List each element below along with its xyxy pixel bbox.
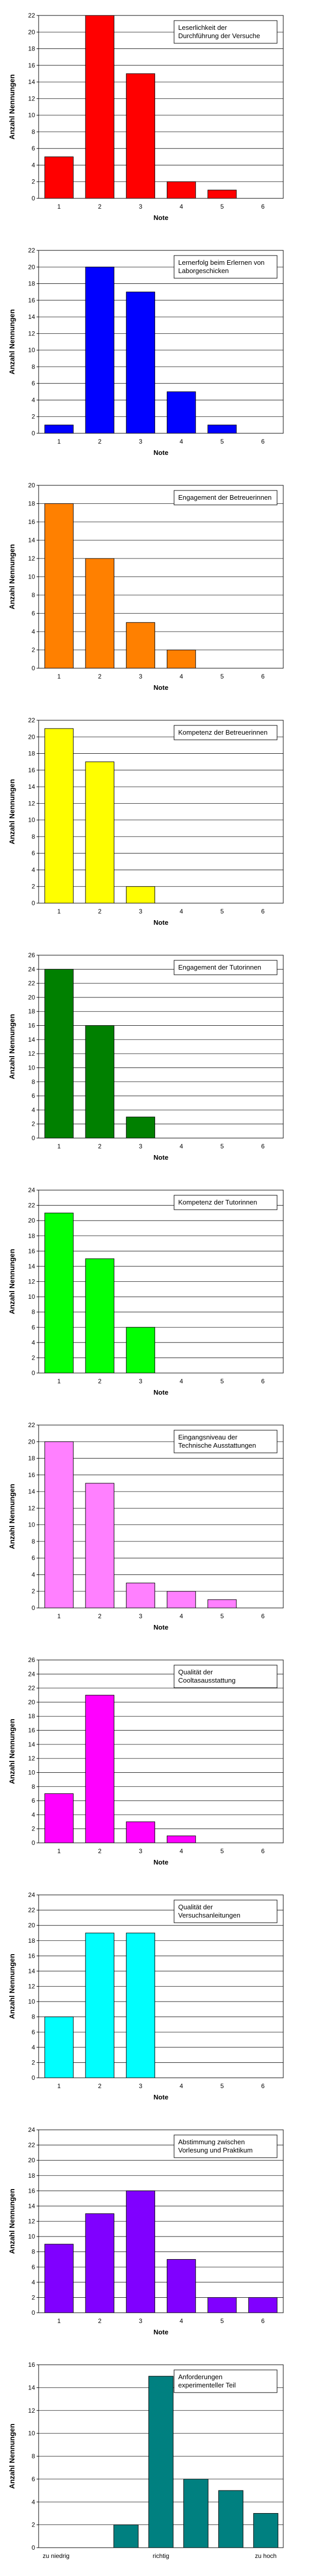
y-tick-label: 0 xyxy=(31,1839,35,1846)
x-tick-label: 2 xyxy=(98,2082,102,2090)
bar xyxy=(85,762,114,903)
x-tick-label: 5 xyxy=(220,203,224,210)
bar xyxy=(114,2525,139,2548)
plot-area xyxy=(39,955,283,1138)
y-tick-label: 6 xyxy=(31,2263,35,2271)
y-tick-label: 10 xyxy=(28,1769,35,1776)
y-tick-label: 24 xyxy=(28,965,35,973)
bar xyxy=(126,1327,154,1373)
y-tick-label: 22 xyxy=(28,2141,35,2149)
chart-6 xyxy=(8,1187,283,1396)
y-tick-label: 22 xyxy=(28,12,35,19)
bar xyxy=(218,2490,243,2548)
x-tick-label: 1 xyxy=(57,2082,61,2090)
x-tick-label: 5 xyxy=(220,1143,224,1150)
chart-title: Abstimmung zwischen Vorlesung und Praktikum xyxy=(178,2138,253,2154)
x-tick-label: 5 xyxy=(220,908,224,915)
chart-5 xyxy=(8,952,283,1161)
y-tick-label: 12 xyxy=(28,800,35,807)
y-tick-label: 2 xyxy=(31,2521,35,2529)
y-tick-label: 12 xyxy=(28,1755,35,1762)
x-tick-label: 1 xyxy=(57,1613,61,1620)
bar xyxy=(45,1793,73,1843)
chart-title: Engagement der Betreuerinnen xyxy=(178,494,272,501)
y-tick-label: 20 xyxy=(28,733,35,741)
y-tick-label: 4 xyxy=(31,1811,35,1819)
x-tick-label: 2 xyxy=(98,203,102,210)
y-tick-label: 6 xyxy=(31,380,35,387)
y-tick-label: 24 xyxy=(28,1670,35,1678)
x-tick-label: 6 xyxy=(261,203,265,210)
y-tick-label: 20 xyxy=(28,263,35,271)
y-axis-label: Anzahl Nennungen xyxy=(8,544,16,609)
x-axis-label: Note xyxy=(153,684,168,691)
y-tick-label: 14 xyxy=(28,313,35,321)
x-tick-label: 5 xyxy=(220,1848,224,1855)
x-tick-label: 6 xyxy=(261,1613,265,1620)
x-tick-label: 3 xyxy=(139,438,143,445)
bar xyxy=(85,1026,114,1138)
y-tick-label: 4 xyxy=(31,2043,35,2051)
x-axis-label: Note xyxy=(153,2328,168,2336)
bar xyxy=(45,1213,73,1373)
chart-2 xyxy=(8,247,283,456)
bar xyxy=(167,650,195,669)
y-tick-label: 10 xyxy=(28,573,35,581)
x-tick-label: 3 xyxy=(139,2317,143,2325)
x-axis-label: Note xyxy=(153,2093,168,2101)
y-tick-label: 6 xyxy=(31,609,35,617)
y-tick-label: 22 xyxy=(28,247,35,254)
bar xyxy=(45,728,73,903)
y-tick-label: 18 xyxy=(28,2172,35,2179)
y-tick-label: 4 xyxy=(31,161,35,169)
y-axis-label: Anzahl Nennungen xyxy=(8,309,16,375)
bar xyxy=(126,1117,154,1138)
y-tick-label: 16 xyxy=(28,1022,35,1029)
x-tick-label: 4 xyxy=(179,1143,183,1150)
y-tick-label: 16 xyxy=(28,1247,35,1255)
y-tick-label: 6 xyxy=(31,2475,35,2483)
y-tick-label: 0 xyxy=(31,1604,35,1612)
bar xyxy=(208,1600,236,1608)
y-tick-label: 8 xyxy=(31,1308,35,1316)
y-tick-label: 6 xyxy=(31,1797,35,1805)
bar xyxy=(167,2259,195,2313)
x-tick-label: 3 xyxy=(139,203,143,210)
bar xyxy=(85,15,114,198)
bar xyxy=(126,1822,154,1843)
y-tick-label: 4 xyxy=(31,628,35,635)
y-tick-label: 22 xyxy=(28,1421,35,1429)
y-tick-label: 16 xyxy=(28,296,35,304)
chart-10 xyxy=(8,2126,283,2336)
y-tick-label: 22 xyxy=(28,1201,35,1209)
bar xyxy=(45,504,73,669)
y-tick-label: 6 xyxy=(31,2028,35,2036)
y-axis-label: Anzahl Nennungen xyxy=(8,1719,16,1784)
x-tick-label: 2 xyxy=(98,438,102,445)
x-tick-label: 4 xyxy=(179,2082,183,2090)
y-tick-label: 24 xyxy=(28,2126,35,2133)
y-tick-label: 22 xyxy=(28,1684,35,1692)
bar xyxy=(85,1483,114,1608)
y-tick-label: 12 xyxy=(28,2406,35,2414)
chart-title: Qualität der Versuchsanleitungen xyxy=(178,1903,241,1919)
y-tick-label: 4 xyxy=(31,2498,35,2506)
y-tick-label: 8 xyxy=(31,363,35,370)
chart-1 xyxy=(8,12,283,222)
y-tick-label: 4 xyxy=(31,396,35,404)
y-tick-label: 20 xyxy=(28,1438,35,1446)
chart-title: Kompetenz der Betreuerinnen xyxy=(178,728,268,736)
x-axis-label: Note xyxy=(153,1623,168,1631)
x-tick-label: 4 xyxy=(179,908,183,915)
y-tick-label: 0 xyxy=(31,1134,35,1142)
y-tick-label: 10 xyxy=(28,1293,35,1301)
y-tick-label: 18 xyxy=(28,1008,35,1015)
y-tick-label: 8 xyxy=(31,1537,35,1545)
x-tick-label: zu hoch xyxy=(255,2552,277,2560)
y-tick-label: 0 xyxy=(31,430,35,437)
y-tick-label: 22 xyxy=(28,1906,35,1914)
x-tick-label: 3 xyxy=(139,1378,143,1385)
y-tick-label: 26 xyxy=(28,952,35,959)
x-tick-label: 2 xyxy=(98,2317,102,2325)
y-tick-label: 2 xyxy=(31,1587,35,1595)
y-tick-label: 2 xyxy=(31,646,35,654)
y-tick-label: 20 xyxy=(28,1217,35,1225)
x-tick-label: 4 xyxy=(179,1378,183,1385)
y-tick-label: 14 xyxy=(28,1036,35,1043)
bar xyxy=(45,2244,73,2313)
y-tick-label: 2 xyxy=(31,883,35,890)
y-tick-label: 10 xyxy=(28,1064,35,1072)
x-tick-label: 6 xyxy=(261,1143,265,1150)
y-tick-label: 10 xyxy=(28,2233,35,2241)
x-tick-label: 1 xyxy=(57,673,61,680)
bar xyxy=(126,887,154,903)
y-axis-label: Anzahl Nennungen xyxy=(8,1954,16,2019)
y-tick-label: 8 xyxy=(31,2248,35,2256)
y-tick-label: 14 xyxy=(28,1740,35,1748)
x-tick-label: 3 xyxy=(139,1848,143,1855)
x-tick-label: 2 xyxy=(98,1143,102,1150)
y-tick-label: 0 xyxy=(31,195,35,202)
bar xyxy=(85,1259,114,1373)
y-tick-label: 2 xyxy=(31,2059,35,2066)
y-tick-label: 12 xyxy=(28,2217,35,2225)
x-axis-label: Note xyxy=(153,1388,168,1396)
y-tick-label: 26 xyxy=(28,1656,35,1664)
y-tick-label: 14 xyxy=(28,78,35,86)
x-tick-label: 1 xyxy=(57,1378,61,1385)
y-tick-label: 12 xyxy=(28,1504,35,1512)
y-tick-label: 0 xyxy=(31,2544,35,2551)
x-tick-label: 3 xyxy=(139,1143,143,1150)
bar xyxy=(126,1583,154,1608)
x-tick-label: 5 xyxy=(220,2317,224,2325)
x-tick-label: 2 xyxy=(98,1613,102,1620)
y-tick-label: 18 xyxy=(28,1937,35,1944)
y-tick-label: 4 xyxy=(31,1571,35,1579)
x-tick-label: 4 xyxy=(179,203,183,210)
y-tick-label: 16 xyxy=(28,518,35,526)
bar xyxy=(184,2479,209,2548)
y-tick-label: 16 xyxy=(28,2361,35,2368)
bar xyxy=(126,622,154,668)
y-tick-label: 0 xyxy=(31,1369,35,1377)
x-axis-label: Note xyxy=(153,1154,168,1161)
y-tick-label: 12 xyxy=(28,1050,35,1058)
y-tick-label: 20 xyxy=(28,1922,35,1929)
x-tick-label: 6 xyxy=(261,673,265,680)
y-tick-label: 14 xyxy=(28,1488,35,1496)
y-tick-label: 2 xyxy=(31,178,35,185)
x-tick-label: 4 xyxy=(179,1613,183,1620)
y-tick-label: 8 xyxy=(31,833,35,840)
x-tick-label: 2 xyxy=(98,1848,102,1855)
y-tick-label: 16 xyxy=(28,1726,35,1734)
y-tick-label: 10 xyxy=(28,111,35,119)
y-tick-label: 12 xyxy=(28,330,35,337)
x-tick-label: 1 xyxy=(57,1143,61,1150)
x-tick-label: 1 xyxy=(57,438,61,445)
y-tick-label: 0 xyxy=(31,900,35,907)
bar xyxy=(249,2297,277,2313)
y-tick-label: 2 xyxy=(31,1354,35,1362)
y-tick-label: 6 xyxy=(31,145,35,152)
x-tick-label: 1 xyxy=(57,2317,61,2325)
y-tick-label: 8 xyxy=(31,2013,35,2021)
x-tick-label: 1 xyxy=(57,1848,61,1855)
y-tick-label: 14 xyxy=(28,783,35,791)
x-tick-label: 4 xyxy=(179,2317,183,2325)
bar xyxy=(126,2191,154,2313)
bar xyxy=(208,2297,236,2313)
y-tick-label: 6 xyxy=(31,1092,35,1100)
bar xyxy=(126,74,154,198)
x-axis-label: Note xyxy=(153,214,168,222)
x-tick-label: 3 xyxy=(139,908,143,915)
x-axis-label: Note xyxy=(153,919,168,926)
y-tick-label: 0 xyxy=(31,665,35,672)
x-tick-label: zu niedrig xyxy=(42,2552,70,2560)
y-tick-label: 4 xyxy=(31,1338,35,1346)
y-tick-label: 8 xyxy=(31,128,35,135)
y-tick-label: 14 xyxy=(28,1262,35,1270)
bar xyxy=(167,392,195,433)
y-tick-label: 22 xyxy=(28,979,35,987)
bar xyxy=(45,1442,73,1608)
x-tick-label: 5 xyxy=(220,1613,224,1620)
y-tick-label: 10 xyxy=(28,1998,35,2006)
chart-title: Qualität der Cooltasausstattung xyxy=(178,1668,236,1684)
x-tick-label: 2 xyxy=(98,908,102,915)
x-tick-label: 2 xyxy=(98,1378,102,1385)
x-tick-label: 5 xyxy=(220,1378,224,1385)
bar xyxy=(85,1695,114,1843)
y-tick-label: 12 xyxy=(28,1278,35,1285)
chart-title: Kompetenz der Tutorinnen xyxy=(178,1198,258,1206)
chart-11 xyxy=(8,2361,283,2560)
x-tick-label: 6 xyxy=(261,438,265,445)
chart-3 xyxy=(8,482,283,691)
x-tick-label: 5 xyxy=(220,438,224,445)
x-tick-label: 6 xyxy=(261,908,265,915)
bar xyxy=(45,969,73,1138)
chart-title: Leserlichkeit der Durchführung der Versuche xyxy=(178,24,260,40)
y-tick-label: 4 xyxy=(31,2278,35,2286)
x-tick-label: 4 xyxy=(179,438,183,445)
y-tick-label: 2 xyxy=(31,2294,35,2301)
y-tick-label: 14 xyxy=(28,2202,35,2210)
y-tick-label: 12 xyxy=(28,555,35,562)
y-tick-label: 2 xyxy=(31,1825,35,1833)
bar xyxy=(85,2214,114,2313)
x-tick-label: 6 xyxy=(261,1848,265,1855)
y-tick-label: 20 xyxy=(28,1698,35,1706)
chart-7 xyxy=(8,1421,283,1631)
y-axis-label: Anzahl Nennungen xyxy=(8,1249,16,1314)
y-tick-label: 0 xyxy=(31,2074,35,2081)
y-tick-label: 18 xyxy=(28,750,35,757)
y-tick-label: 10 xyxy=(28,346,35,354)
bar xyxy=(149,2376,174,2548)
y-tick-label: 10 xyxy=(28,2430,35,2437)
y-tick-label: 14 xyxy=(28,1967,35,1975)
y-tick-label: 20 xyxy=(28,2157,35,2164)
x-tick-label: 1 xyxy=(57,203,61,210)
y-tick-label: 24 xyxy=(28,1891,35,1899)
y-tick-label: 6 xyxy=(31,1554,35,1562)
chart-title: Engagement der Tutorinnen xyxy=(178,963,262,971)
y-tick-label: 8 xyxy=(31,1078,35,1086)
y-tick-label: 12 xyxy=(28,1982,35,1990)
y-tick-label: 4 xyxy=(31,866,35,874)
x-tick-label: 2 xyxy=(98,673,102,680)
chart-title: Eingangsniveau der Technische Ausstattungen xyxy=(178,1433,256,1449)
y-axis-label: Anzahl Nennungen xyxy=(8,2189,16,2254)
x-tick-label: 5 xyxy=(220,2082,224,2090)
chart-8 xyxy=(8,1656,283,1866)
y-tick-label: 24 xyxy=(28,1187,35,1194)
y-tick-label: 18 xyxy=(28,1454,35,1462)
y-tick-label: 2 xyxy=(31,1120,35,1128)
y-axis-label: Anzahl Nennungen xyxy=(8,1014,16,1079)
chart-4 xyxy=(8,717,283,926)
y-tick-label: 12 xyxy=(28,95,35,103)
x-axis-label: Note xyxy=(153,1858,168,1866)
y-tick-label: 14 xyxy=(28,2384,35,2392)
x-tick-label: 3 xyxy=(139,673,143,680)
bar xyxy=(85,558,114,668)
y-tick-label: 0 xyxy=(31,2309,35,2316)
bar xyxy=(85,267,114,433)
y-axis-label: Anzahl Nennungen xyxy=(8,74,16,140)
y-tick-label: 16 xyxy=(28,2187,35,2195)
y-tick-label: 16 xyxy=(28,1471,35,1479)
bar xyxy=(126,1933,154,2078)
bar xyxy=(208,425,236,433)
bar xyxy=(208,190,236,198)
y-tick-label: 16 xyxy=(28,766,35,774)
y-tick-label: 10 xyxy=(28,1521,35,1529)
x-tick-label: 4 xyxy=(179,673,183,680)
y-tick-label: 14 xyxy=(28,536,35,544)
y-tick-label: 8 xyxy=(31,591,35,599)
x-tick-label: 3 xyxy=(139,2082,143,2090)
bar xyxy=(85,1933,114,2078)
bar xyxy=(45,157,73,198)
y-axis-label: Anzahl Nennungen xyxy=(8,2424,16,2489)
y-tick-label: 16 xyxy=(28,61,35,69)
y-tick-label: 2 xyxy=(31,413,35,420)
y-tick-label: 8 xyxy=(31,2452,35,2460)
y-tick-label: 18 xyxy=(28,500,35,507)
y-tick-label: 20 xyxy=(28,482,35,489)
y-axis-label: Anzahl Nennungen xyxy=(8,1484,16,1549)
bar xyxy=(167,182,195,198)
bar xyxy=(45,2017,73,2078)
x-tick-label: 4 xyxy=(179,1848,183,1855)
x-tick-label: richtig xyxy=(152,2552,169,2560)
y-tick-label: 8 xyxy=(31,1783,35,1790)
chart-title: Lernerfolg beim Erlernen von Laborgeschicken xyxy=(178,259,265,275)
x-axis-label: Note xyxy=(153,449,168,456)
y-tick-label: 4 xyxy=(31,1106,35,1114)
y-tick-label: 20 xyxy=(28,28,35,36)
bar xyxy=(126,292,154,433)
chart-title: Anforderungen experimenteller Teil xyxy=(178,2373,236,2389)
bar xyxy=(253,2513,278,2548)
x-tick-label: 1 xyxy=(57,908,61,915)
y-tick-label: 18 xyxy=(28,1232,35,1240)
y-tick-label: 18 xyxy=(28,1713,35,1720)
x-tick-label: 3 xyxy=(139,1613,143,1620)
x-tick-label: 6 xyxy=(261,1378,265,1385)
y-tick-label: 6 xyxy=(31,1324,35,1331)
x-tick-label: 6 xyxy=(261,2082,265,2090)
y-tick-label: 6 xyxy=(31,850,35,857)
bar xyxy=(167,1591,195,1608)
y-tick-label: 18 xyxy=(28,45,35,53)
chart-9 xyxy=(8,1891,283,2101)
x-tick-label: 5 xyxy=(220,673,224,680)
y-tick-label: 18 xyxy=(28,280,35,287)
y-tick-label: 20 xyxy=(28,993,35,1001)
bar xyxy=(45,425,73,433)
y-tick-label: 16 xyxy=(28,1952,35,1960)
plot-area xyxy=(39,720,283,903)
bar xyxy=(167,1836,195,1843)
y-tick-label: 22 xyxy=(28,717,35,724)
y-axis-label: Anzahl Nennungen xyxy=(8,779,16,844)
x-tick-label: 6 xyxy=(261,2317,265,2325)
y-tick-label: 10 xyxy=(28,816,35,824)
